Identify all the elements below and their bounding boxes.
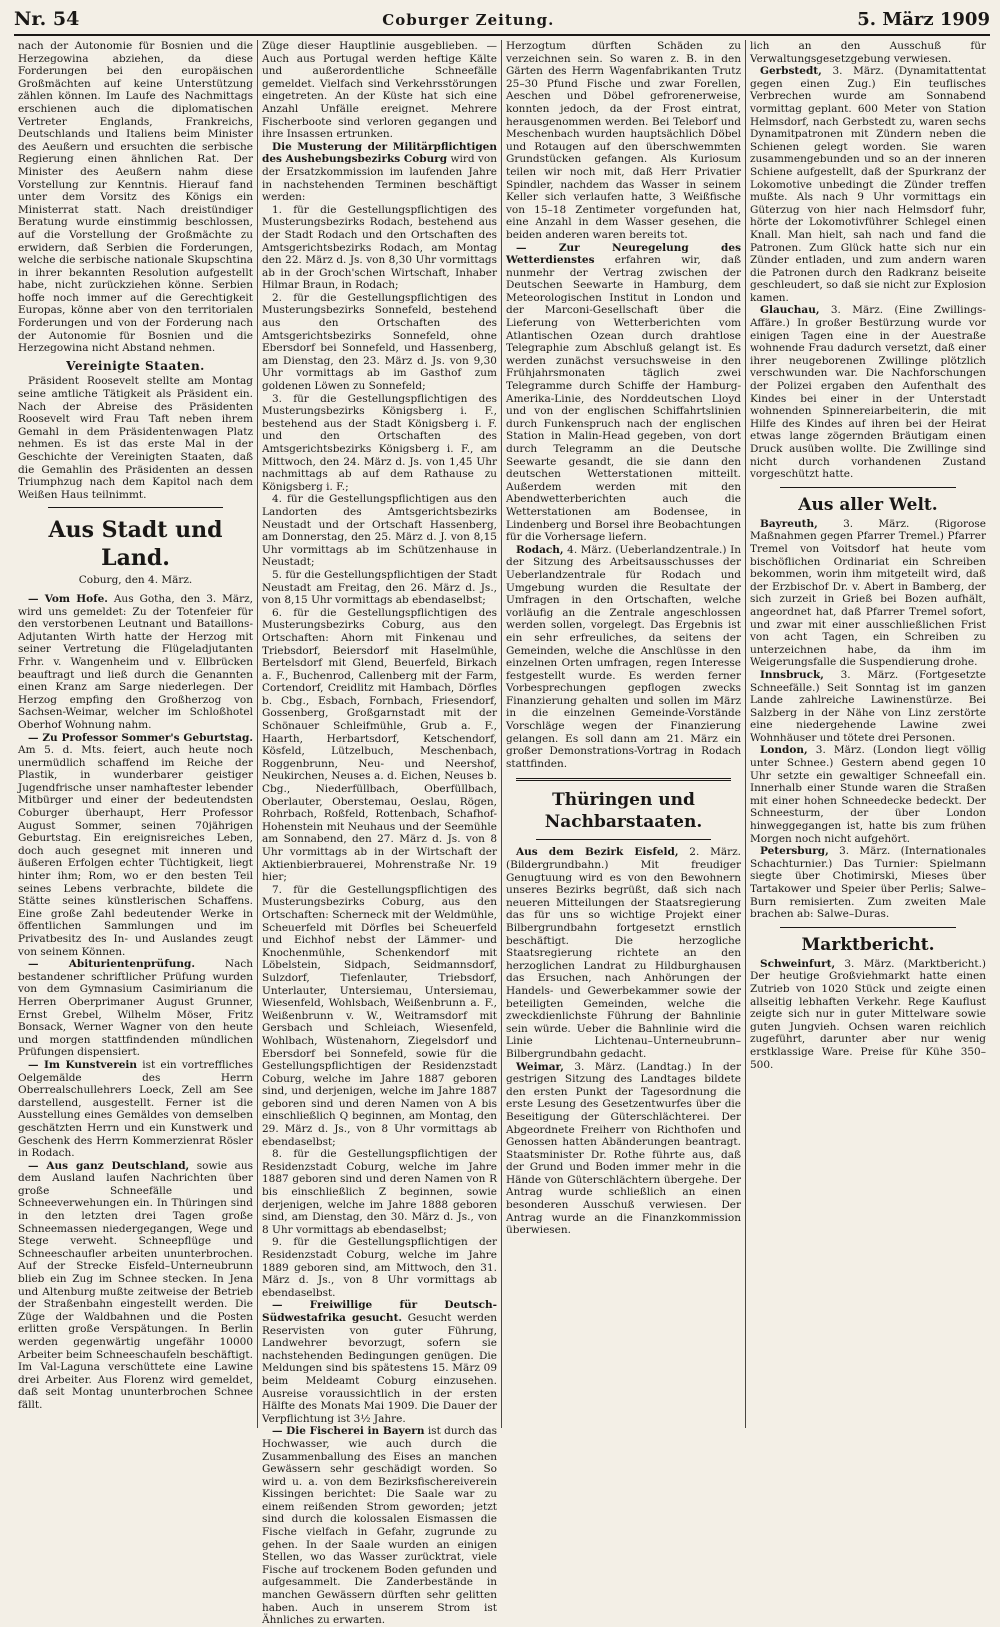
masthead	[14, 8, 990, 36]
article-text: 3. März. (Dynamitattentat gegen einen Zug.) Ein teuflisches Verbrechen wurde am Sonnabend vormittag geplant. 600 Meter von Station Helmsdorf, nach Gerbstedt zu, waren sechs Dynamitpatronen mit Zündern neben die Schienen gelegt worden. Sie waren zusammengebunden und so an der inneren Schiene aufgestellt, daß der Spurkranz der Lokomotive unbedingt die Zünder treffen mußte. Als nach 9 Uhr vormittags ein Güterzug von hier nach Helmsdorf fuhr, hörte der Lokomotivführer Schlegel einen Knall. Man hielt, sah nach und fand die Patronen. Zum Glück hatte sich nur ein Zünder entladen, und zum andern waren die Patronen durch den Radkranz beiseite geschleudert, so daß sie nicht zur Explosion kamen.	[750, 65, 986, 304]
issue-date: 5. März 1909	[857, 9, 990, 30]
article-text: Aus Gotha, den 3. März, wird uns gemeldet: Zu der Totenfeier für den verstorbenen Leutnant und Bataillons-Adjutanten Wirth hatte der Herzog mit seiner Vertretung die Flügeladjutanten Frhr. v. Wangenheim und v. Ellbrücken beauftragt und ließ durch die Genannten einen Kranz am Sarge niederlegen. Der Herzog empfing den Großherzog von Sachsen-Weimar, welcher im Schloßhotel Oberhof Wohnung nahm.	[18, 592, 253, 731]
article-lead: Rodach,	[516, 543, 564, 556]
article-text: ist durch das Hochwasser, wie auch durch die Zusammenballung des Eises an manchen Gewässern sehr geschädigt worden. So wird u. a. von dem Bezirksfischereiverein Kissingen berichtet: Die Saale war zu einem reißenden Strom geworden; jetzt sind durch die kolossalen Eismassen die Fische vielfach in Gefahr, zugrunde zu gehen. In der Saale wurden an einigen Stellen, wo das Wasser zurücktrat, viele Fische auf trockenem Boden gefunden und aufgesammelt. Die Zanderbestände in manchen Gewässern dürften sehr gelitten haben. Auch in unserem Strom ist Ähnliches zu erwarten.	[262, 1425, 497, 1627]
article-lead: Gerbstedt,	[760, 65, 822, 78]
list-item: 4. für die Gestellungspflichtigen aus den Landorten des Amtsgerichtsbezirks Neustadt und der Ortschaft Hassenberg, am Donnerstag, den 25. März d. J. von 8,15 Uhr vormittags ab im Schützenhause in Neustadt;	[262, 493, 497, 569]
article-paragraph	[262, 141, 497, 204]
columns	[14, 40, 990, 1627]
article-lead: London,	[760, 744, 808, 757]
article-text: 3. März. (Fortgesetzte Schneefälle.) Seit Sonntag ist im ganzen Lande zahlreiche Lawinenstürze. Bei Salzberg in der Nähe von Linz zerstörte eine niedergehende Lawine zwei Wohnhäuser und tötete drei Personen.	[750, 668, 986, 744]
section-title-thueringen: Thüringen und Nachbarstaaten.	[544, 790, 703, 833]
article-paragraph	[506, 242, 741, 544]
article-paragraph	[750, 304, 986, 480]
article-text: Züge dieser Hauptlinie ausgeblieben. — Auch aus Portugal werden heftige Kälte und außerordentliche Schneefälle gemeldet. Vielfach sind Verkehrsstörungen eingetreten. An der Küste hat sich eine Anzahl Unfälle ereignet. Mehrere Fischerboote sind verloren gegangen und ihre Insassen ertrunken.	[262, 40, 497, 141]
article-paragraph	[750, 65, 986, 304]
article-paragraph	[262, 1299, 497, 1425]
divider	[536, 839, 711, 840]
article-text: 4. März. (Ueberlandzentrale.) In der Sitzung des Arbeitsausschusses der Ueberlandzentrale für Rodach und Umgebung wurden die Resultate der Umfragen in den Ortschaften, welche vorläufig an die Zentrale angeschlossen werden sollen, vorgelegt. Das Ergebnis ist ein sehr erfreuliches, da seitens der Gemeinden, welche die Anschlüsse in den einzelnen Orten umfragen, regen Interesse festgestellt wurde. Es werden ferner Vorbesprechungen gepflogen zwecks Finanzierung gehalten und sollen im März in die einzelnen Gemeinde-Vorstände Vorschläge wegen der Finanzierung gelangen. Es soll dann am 21. März ein großer Demonstrations-Vortrag in Rodach stattfinden.	[506, 543, 741, 770]
newspaper-title: Coburger Zeitung.	[382, 11, 555, 29]
article-lead: Bayreuth,	[760, 517, 818, 530]
article-paragraph	[750, 958, 986, 1071]
list-item: 8. für die Gestellungspflichtigen der Residenzstadt Coburg, welche im Jahre 1887 geboren sind und deren Namen von R bis einschließlich Z beginnen, sowie derjenigen, welche im Jahre 1888 geboren sind, am Dienstag, den 30. März d. Js., von 8 Uhr vormittags ab ebendaselbst;	[262, 1148, 497, 1236]
article-text: sowie aus dem Ausland laufen Nachrichten über große Schneefälle und Schneeverwehungen ein. In Thüringen sind in den letzten drei Tagen große Schneemassen niedergegangen, Wege und Stege verweht. Schneepflüge und Schneeschaufler arbeiten ununterbrochen. Auf der Strecke Eisfeld–Unterneubrunn blieb ein Zug im Schnee stecken. In Jena und Altenburg mußte zeitweise der Betrieb der Straßenbahn eingestellt werden. Die Züge der Waldbahnen und die Posten erlitten große Verspätungen. In Berlin werden gegenwärtig ungefähr 10000 Arbeiter beim Schneeschaufeln beschäftigt. Im Val-Laguna verschüttete eine Lawine drei Arbeiter. Aus Florenz wird gemeldet, daß seit Montag ununterbrochen Schnee fällt.	[18, 1159, 253, 1411]
article-paragraph	[18, 732, 253, 959]
article-lead: — Abiturientenprüfung.	[28, 958, 195, 971]
article-paragraph	[750, 845, 986, 921]
list-item: 3. für die Gestellungspflichtigen des Musterungsbezirks Königsberg i. F., bestehend aus der Stadt Königsberg i. F. und den Ortschaften des Amtsgerichtsbezirks Königsberg i. F., am Mittwoch, den 24. März d. Js. von 1,45 Uhr nachmittags ab auf dem Rathause zu Königsberg i. F.;	[262, 392, 497, 493]
article-lead: Aus dem Bezirk Eisfeld,	[516, 846, 679, 859]
article-text: Nach bestandener schriftlicher Prüfung wurden von dem Gymnasium Casimirianum die Herren Oberprimaner August Grunner, Ernst Grebel, Wilhelm Möser, Fritz Bonsack, Werner Wagner von den heute und morgen stattfindenden mündlichen Prüfungen dispensiert.	[18, 958, 253, 1059]
article-paragraph	[506, 544, 741, 771]
divider	[780, 927, 956, 928]
article-text: 3. März. (Landtag.) In der gestrigen Sitzung des Landtages bildete den ersten Punkt der Tagesordnung die erste Lesung des Gesetzentwurfes über die Beseitigung der Güterschlächterei. Der Abgeordnete Freiherr von Richthofen und Genossen hatten Abänderungen beantragt. Staatsminister Dr. Rothe führte aus, daß der Grund und Boden immer mehr in die Hände von Güterschlächtern übergehe. Der Antrag wurde schließlich an einen besonderen Ausschuß verwiesen. Der Antrag wurde an die Finanzkommission überwiesen.	[506, 1060, 741, 1237]
article-text: 2. März. (Bildergrundbahn.) Mit freudiger Genugtuung wird es von den Bewohnern unseres Bezirks begrüßt, daß sich nach neueren Mitteilungen der Staatsregierung das für uns so wichtige Projekt einer Bilbergrundbahn fortgesetzt ernstlich beschäftigt. Die herzogliche Staatsregierung richtete an den herzoglichen Landrat zu Hildburghausen das Ersuchen, nach Anhörungen der Handels- und Gewerbekammer sowie der beteiligten Gemeinden, welche die zweckdienlichste Führung der Bahnlinie sein würde. Ueber die Bahnlinie wird die Linie Lichtenau–Unterneubrunn–Bilbergrundbahn gedacht.	[506, 846, 741, 1060]
article-text: Gesucht werden Reservisten von guter Führung, Landwehrer bevorzugt, sofern sie nachstehenden Bedingungen genügen. Die Meldungen sind bis spätestens 15. März 09 beim Meldeamt Coburg einzusehen. Ausreise voraussichtlich in der ersten Hälfte des Monats Mai 1909. Die Dauer der Verpflichtung ist 3½ Jahre.	[262, 1311, 497, 1425]
article-text: 3. März. (Eine Zwillings-Affäre.) In großer Bestürzung wurde vor einigen Tagen eine in der Auestraße wohnende Frau dadurch versetzt, daß einer ihrer neugeborenen Zwillinge plötzlich verschwunden war. Die Nachforschungen der Polizei ergaben den Aufenthalt des Kindes bei einer in der Unterstadt wohnenden Spinnereiarbeiterin, die mit Hilfe des Kindes auf ihren bei der Heirat etwas lange zögernden Bräutigam einen Druck ausüben wollte. Die Zwillinge sind nicht durch vorhandenen Zustand vorgeschützt hatte.	[750, 304, 986, 481]
article-paragraph	[750, 744, 986, 845]
section-title-marktbericht: Marktbericht.	[801, 934, 935, 955]
article-text: nach der Autonomie für Bosnien und die Herzegowina abziehen, da diese Forderungen bei den europäischen Großmächten auf keine Unterstützung zählen können. Im Laufe des Nachmittags erschienen auch die diplomatischen Vertreter Englands, Frankreichs, Deutschlands und Italiens beim Minister des Aeußern und ersuchten die serbische Regierung einen ähnlichen Rat. Der Minister des Aeußern nahm diese Vorstellung zur Kenntnis. Hierauf fand unter dem Vorsitz des Königs ein Ministerrat statt. Nach dreistündiger Beratung wurde einstimmig beschlossen, auf die Vorstellung der Großmächte zu erwidern, daß Serbien die Forderungen, welche die serbische nationale Skupschtina in ihrer bekannten Resolution aufgestellt habe, nicht zurückziehen könne. Serbien hoffe noch immer auf die Gerechtigkeit Europas, könne aber von den territorialen Forderungen und von der Forderung nach der Autonomie für Bosnien und die Herzegowina nicht Abstand nehmen.	[18, 40, 253, 355]
list-item: 6. für die Gestellungspflichtigen des Musterungsbezirks Coburg, aus den Ortschaften: Ahorn mit Finkenau und Triebsdorf, Beiersdorf mit Haselmühle, Bertelsdorf mit Glend, Beuerfeld, Birkach a. F., Buchenrod, Callenberg mit der Farm, Cortendorf, Creidlitz mit Hambach, Dörfles b. Cbg., Esbach, Fornbach, Friesendorf, Gossenberg, Großgarnstadt mit der Schönauer Schleifmühle, Grub a. F., Haarth, Herbartsdorf, Ketschendorf, Kösfeld, Lützelbuch, Meschenbach, Roggenbrunn, Neu- und Neershof, Neukirchen, Neuses a. d. Eichen, Neuses b. Cbg., Niederfüllbach, Oberfüllbach, Oberlauter, Oberstemau, Oeslau, Rögen, Rohrbach, Roßfeld, Rottenbach, Schafhof-Hohenstein mit Neuhaus und der Seemühle am Sonnabend, den 27. März d. Js. von 8 Uhr vormittags ab in der Wirtschaft der Aktienbierbrauerei, Mohrenstraße Nr. 19 hier;	[262, 606, 497, 884]
article-lead: Schweinfurt,	[760, 957, 836, 970]
article-paragraph	[262, 1425, 497, 1627]
column-2	[258, 40, 502, 1627]
article-paragraph	[750, 518, 986, 669]
divider	[48, 507, 223, 508]
section-heading: Vereinigte Staaten.	[66, 358, 205, 373]
article-text: 3. März. (Rigorose Maßnahmen gegen Pfarrer Tremel.) Pfarrer Tremel von Voitsdorf hat heute vom bischöflichen Ordinariat ein Schreiben bekommen, worin ihm mitgeteilt wird, daß der Erzbischof Dr. v. Abert in Bamberg, der sich zurzeit in Grieß bei Bozen aufhält, angeordnet hat, daß Pfarrer Tremel sofort, und zwar mit einer ausschließlichen Frist von acht Tagen, ein Schreiben zu unterzeichnen habe, da ihm im Weigerungsfalle die Suspendierung drohe.	[750, 517, 986, 669]
article-lead: — Vom Hofe.	[28, 592, 108, 605]
section-title-aus-aller-welt: Aus aller Welt.	[798, 494, 938, 515]
article-text: Präsident Roosevelt stellte am Montag seine amtliche Tätigkeit als Präsident ein. Nach der Abreise des Präsidenten Roosevelt wird Frau Taft neben ihrem Gemahl in dem Präsidentenwagen Platz nehmen. Es ist das erste Mal in der Geschichte der Vereinigten Staaten, daß die Gemahlin des Präsidenten an dessen Triumphzug nach dem Kapitol nach dem Weißen Haus teilnimmt.	[18, 375, 253, 501]
article-paragraph	[506, 1061, 741, 1237]
column-4	[746, 40, 990, 1428]
article-text: 3. März. (Internationales Schachturnier.) Das Turnier: Spielmann siegte über Chotimirski, Mieses über Tartakower und Speier über Perlis; Salwe–Burn remisierten. Zum zweiten Male brachen ab: Salwe–Duras.	[750, 845, 986, 921]
article-text: lich an den Ausschuß für Verwaltungsgesetzgebung verwiesen.	[750, 40, 986, 65]
article-lead: — Freiwillige für Deutsch-Südwestafrika gesucht.	[262, 1299, 497, 1324]
list-item: 5. für die Gestellungspflichtigen der Stadt Neustadt am Freitag, den 26. März d. Js., von 8,15 Uhr vormittags ab ebendaselbst;	[262, 568, 498, 607]
article-paragraph	[750, 669, 986, 745]
article-lead: — Die Fischerei in Bayern	[272, 1425, 425, 1438]
section-title-stadt-land: Aus Stadt und Land.	[48, 517, 223, 572]
article-text: erfahren wir, daß nunmehr der Vertrag zwischen der Deutschen Seewarte in Hamburg, dem Meteorologischen Institut in London und der Marconi-Gesellschaft über die Lieferung von Wetterberichten vom Atlantischen Ozean durch drahtlose Telegraphie zum Abschluß gelangt ist. Es werden zunächst versuchsweise in den Frühjahrsmonaten täglich zwei Telegramme durch Schiffe der Hamburg-Amerika-Linie, des Norddeutschen Lloyd und von der englischen Schiffahrtslinien durch Funkenspruch nach der englischen Station in Malin-Head gegeben, von dort durch Telegramm an die Deutsche Seewarte gesandt, die sie dann den deutschen Wetterstationen mitteilt. Außerdem werden mit den Abendwetterberichten auch die Wetterstationen am Bodensee, in Lindenberg und Borsel ihre Beobachtungen für die Vorhersage liefern.	[506, 254, 741, 544]
article-paragraph	[506, 846, 741, 1060]
article-text: 3. März. (London liegt völlig unter Schnee.) Gestern abend gegen 10 Uhr setzte ein gewaltiger Schneefall ein. Innerhalb einer Stunde waren die Straßen mit einer hohen Schneedecke bedeckt. Der Schneesturm, der über London hinweggegangen ist, hatte bis zum frühen Morgen noch nicht aufgehört.	[750, 744, 986, 845]
article-text: ist ein vortreffliches Oelgemälde des Herrn Oberrealschullehrers Loeck, Zell am See darstellend, ausgestellt. Ferner ist die Ausstellung eines Gemäldes von demselben geschätzten Herrn und ein Kunstwerk und Geschenk des Herrn Kommerzienrat Rösler in Rodach.	[18, 1058, 254, 1160]
article-text: wird von der Ersatzkommission im laufenden Jahre in nachstehenden Terminen beschäftigt werden:	[262, 153, 497, 204]
article-lead: Glauchau,	[760, 304, 820, 317]
divider	[516, 778, 731, 781]
column-3	[502, 40, 746, 1428]
article-lead: Petersburg,	[760, 845, 829, 858]
article-paragraph	[18, 1059, 253, 1160]
article-text: Herzogtum dürften Schäden zu verzeichnen sein. So waren z. B. in den Gärten des Herrn Wagenfabrikanten Trutz 25–30 Pfund Fische und zwar Forellen, Aeschen und Döbel gefrorenerweise, konnten jedoch, da der Frost eintrat, herausgenommen werden. Bei Teleborf und Meschenbach wurden hauptsächlich Döbel und Rotaugen auf den überschwemmten Grundstücken gefangen. Als Kuriosum teilen wir noch mit, daß Herr Privatier Spindler, nachdem das Wasser in seinem Keller sich verlaufen hatte, 3 Weißfische von 15–18 Zentimeter vorgefunden hat, eine Anzahl in dem Wasser gesehen, die beiden anderen waren bereits tot.	[506, 40, 741, 241]
article-text: Am 5. d. Mts. feiert, auch heute noch unermüdlich schaffend im Reiche der Plastik, in wunderbarer geistiger Jugendfrische unser namhaftester lebender Mitbürger und einer der bedeutendsten Coburger überhaupt, Herr Professor August Sommer, seinen 70jährigen Geburtstag. Ein ereignisreiches Leben, doch auch gesegnet mit inneren und äußeren Erfolgen echter Tüchtigkeit, liegt hinter ihm; Rom, wo er den besten Teil seines Lebens verbrachte, bildete die Stätte seines künstlerischen Schaffens. Eine große Zahl bedeutender Werke in öffentlichen Sammlungen und im Privatbesitz des In- und Auslandes zeugt von seinem Können.	[18, 744, 253, 958]
list-item: 2. für die Gestellungspflichtigen des Musterungsbezirks Sonnefeld, bestehend aus den Ortschaften des Amtsgerichtsbezirks Sonnefeld, ohne Ebersdorf bei Sonnefeld, und Hassenberg, am Dienstag, den 23. März d. Js. von 9,30 Uhr vormittags ab im Gasthof zum goldenen Löwen zu Sonnefeld;	[262, 291, 497, 393]
list-item: 1. für die Gestellungspflichtigen des Musterungsbezirks Rodach, bestehend aus der Stadt Rodach und den Ortschaften des Amtsgerichtsbezirks Rodach, am Montag den 22. März d. Js. von 8,30 Uhr vormittags ab in der Groch'schen Wirtschaft, Inhaber Hilmar Braun, in Rodach;	[262, 203, 497, 292]
article-paragraph	[18, 593, 253, 732]
article-lead: Innsbruck,	[760, 668, 824, 681]
list-item: 7. für die Gestellungspflichtigen des Musterungsbezirks Coburg, aus den Ortschaften: Scherneck mit der Weldmühle, Scheuerfeld mit Dörfles bei Scheuerfeld und Eichhof nebst der Lämmer- und Knochenmühle, Schenkendorf mit Löbelstein, Sidpach, Seidmannsdorf, Sulzdorf, Tiefenlauter, Triebsdorf, Unterlauter, Untersiemau, Untersiemau, Wiesenfeld, Wohlsbach, Weißenbrunn a. F., Weißenbrunn v. W., Weitramsdorf mit Gersbach und Schleiach, Wiesenfeld, Wohlbach, Wüstenahorn, Ziegelsdorf und Ebersdorf bei Sonnefeld, sowie für die Gestellungspflichtigen der Residenzstadt Coburg, welche im Jahre 1887 geboren sind, und derjenigen, welche im Jahre 1887 geboren sind und deren Namen von A bis einschließlich Q beginnen, am Montag, den 29. März d. Js., von 8 Uhr vormittags ab ebendaselbst;	[262, 883, 497, 1148]
issue-number: Nr. 54	[14, 8, 80, 30]
article-lead: — Im Kunstverein	[28, 1058, 138, 1071]
list-item: 9. für die Gestellungspflichtigen der Residenzstadt Coburg, welche im Jahre 1889 geboren sind, am Mittwoch, den 31. März d. Js., von 8 Uhr vormittags ab ebendaselbst.	[262, 1236, 497, 1299]
article-lead: Weimar,	[516, 1060, 564, 1073]
article-paragraph	[18, 1160, 253, 1412]
article-text: 3. März. (Marktbericht.) Der heutige Großviehmarkt hatte einen Zutrieb von 1020 Stück und zeigte einen allseitig lebhaften Verkehr. Rege Kauflust zeigte sich nur in guter Mittelware sowie guten Jungvieh. Ochsen waren reichlich zugeführt, darunter aber nur wenig erstklassige Ware. Preise für Kühe 350–500.	[750, 957, 986, 1071]
divider	[780, 487, 956, 488]
dateline: Coburg, den 4. März.	[78, 574, 193, 587]
column-1	[14, 40, 258, 1428]
article-lead: — Zur Neuregelung des Wetterdienstes	[506, 241, 741, 267]
article-lead: — Aus ganz Deutschland,	[28, 1159, 190, 1172]
article-lead: Die Musterung der Militärpflichtigen des Aushebungsbezirks Coburg	[262, 140, 497, 166]
article-paragraph	[18, 958, 253, 1059]
article-lead: — Zu Professor Sommer's Geburtstag.	[28, 731, 253, 744]
